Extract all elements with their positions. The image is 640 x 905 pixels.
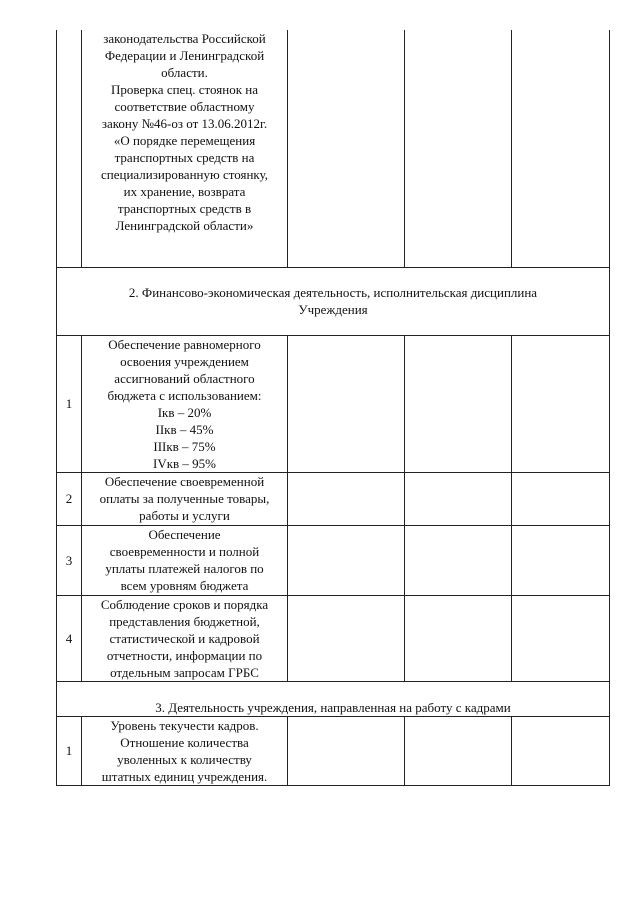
text-line: отчетности, информации по — [106, 647, 263, 663]
empty-cell — [288, 335, 405, 472]
text-line: работы и услуги — [139, 507, 230, 523]
text-line: транспортных средств на — [114, 150, 255, 165]
criterion-description — [82, 525, 288, 595]
empty-cell — [512, 525, 610, 595]
section-title — [57, 681, 610, 716]
text-line: Федерации и Ленинградской — [104, 48, 265, 63]
table-row — [57, 595, 610, 681]
empty-cell — [405, 595, 512, 681]
empty-cell — [405, 335, 512, 472]
text-line: уволенных к количеству — [117, 751, 252, 767]
text-line: Ленинградской области» — [115, 218, 254, 233]
empty-cell — [288, 472, 405, 525]
text-line: освоения учреждением — [120, 353, 249, 369]
text-line: бюджета с использованием: — [107, 387, 262, 403]
text-line: отдельным запросам ГРБС — [110, 664, 259, 680]
empty-cell — [288, 525, 405, 595]
empty-cell — [512, 595, 610, 681]
text-line: специализированную стоянку, — [101, 167, 268, 182]
row-number-cell — [57, 30, 82, 267]
text-line: соответствие областному — [114, 99, 255, 114]
text-line: закону №46-оз от 13.06.2012г. — [101, 116, 268, 131]
empty-cell — [288, 30, 405, 267]
text-line: IVкв – 95% — [152, 455, 216, 471]
empty-cell — [512, 472, 610, 525]
row-number: 2 — [57, 472, 82, 525]
empty-cell — [512, 335, 610, 472]
row-number: 4 — [57, 595, 82, 681]
text-line: Проверка спец. стоянок на — [110, 82, 259, 97]
empty-cell — [405, 716, 512, 785]
criterion-description — [82, 595, 288, 681]
criterion-description — [82, 472, 288, 525]
text-line: уплаты платежей налогов по — [105, 560, 264, 576]
row-number: 1 — [57, 335, 82, 472]
text-line: штатных единиц учреждения. — [101, 768, 268, 784]
criteria-table — [56, 30, 610, 786]
empty-cell — [405, 472, 512, 525]
text-line: Обеспечение своевременной — [104, 473, 265, 489]
text-line: статистической и кадровой — [109, 630, 260, 646]
row-number: 3 — [57, 525, 82, 595]
empty-cell — [405, 30, 512, 267]
text-line: всем уровням бюджета — [120, 577, 249, 593]
text-line: представления бюджетной, — [109, 613, 260, 629]
text-line: IIIкв – 75% — [153, 438, 216, 454]
text-line: оплаты за полученные товары, — [99, 490, 270, 506]
section-title — [57, 267, 610, 335]
criterion-description — [82, 716, 288, 785]
table-row — [57, 335, 610, 472]
text-line: Обеспечение равномерного — [108, 336, 261, 352]
text-line: «О порядке перемещения — [113, 133, 256, 148]
text-line: Обеспечение — [148, 526, 221, 542]
text-line: Уровень текучести кадров. — [110, 717, 259, 733]
text-line: своевременности и полной — [109, 543, 260, 559]
text-line: 2. Финансово-экономическая деятельность, исполнительская дисциплина — [128, 285, 538, 300]
empty-cell — [405, 525, 512, 595]
section-header-row — [57, 267, 610, 335]
empty-cell — [512, 30, 610, 267]
text-line: транспортных средств в — [117, 201, 252, 216]
empty-cell — [288, 595, 405, 681]
text-line: области. — [161, 65, 208, 80]
criterion-description — [82, 30, 288, 267]
text-line: 3. Деятельность учреждения, направленная на работу с кадрами — [155, 699, 511, 715]
text-line: Учреждения — [298, 302, 368, 317]
criterion-description — [82, 335, 288, 472]
table-row — [57, 472, 610, 525]
text-line: IIкв – 45% — [155, 421, 214, 437]
text-line: их хранение, возврата — [123, 184, 246, 199]
table-row — [57, 716, 610, 785]
text-line: Отношение количества — [120, 734, 249, 750]
text-line: Iкв – 20% — [157, 404, 212, 420]
empty-cell — [288, 716, 405, 785]
table-row — [57, 30, 610, 267]
row-number: 1 — [57, 716, 82, 785]
text-line: Соблюдение сроков и порядка — [100, 596, 269, 612]
empty-cell — [512, 716, 610, 785]
text-line: законодательства Российской — [103, 31, 266, 46]
section-header-row — [57, 681, 610, 716]
table-row — [57, 525, 610, 595]
text-line: ассигнований областного — [114, 370, 255, 386]
